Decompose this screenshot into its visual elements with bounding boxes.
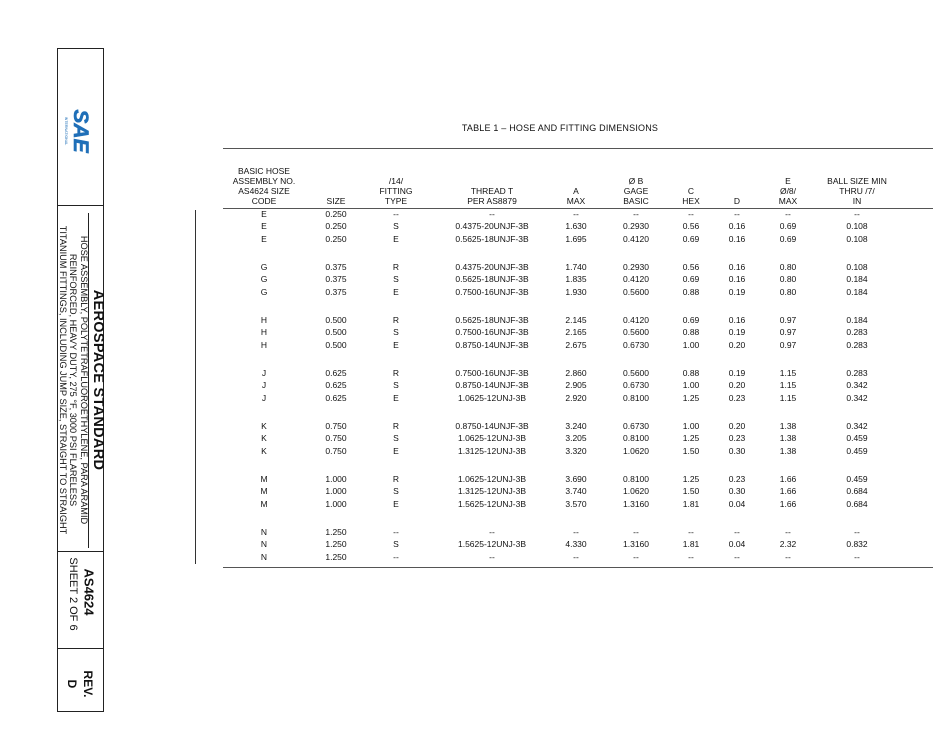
table-cell-thread: 0.8750-14UNJF-3B	[455, 380, 529, 391]
table-cell-d: 0.16	[728, 262, 746, 272]
table-cell-ball-size: 0.459	[846, 445, 868, 456]
header-line: HEX	[682, 196, 700, 206]
header-line: BALL SIZE MIN	[827, 176, 887, 186]
table-cell-e-max: 0.80	[779, 286, 797, 297]
table-cell-size: 1.000	[325, 486, 347, 497]
table-cell-size: 0.375	[325, 274, 347, 285]
table-cell-b-gage: 1.3160	[623, 498, 649, 509]
header-line: SIZE	[326, 196, 346, 206]
table-cell-fitting-type: R	[392, 368, 400, 378]
header-line: FITTING	[379, 186, 413, 196]
table-cell-thread: --	[489, 551, 495, 562]
column-header-a-max	[567, 186, 585, 206]
table-cell-a-max: 2.920	[565, 392, 587, 403]
table-cell-thread: 1.3125-12UNJ-3B	[457, 445, 527, 456]
header-line: PER AS8879	[467, 196, 517, 206]
table-cell-d: --	[734, 551, 740, 562]
table-cell-a-max: 2.145	[565, 315, 587, 325]
table-cell-thread: 0.5625-18UNJF-3B	[455, 233, 529, 244]
table-cell-fitting-type: S	[393, 433, 399, 444]
table-cell-fitting-type: E	[393, 445, 399, 456]
header-line: AS4624 SIZE	[238, 186, 290, 196]
table-cell-code: K	[261, 445, 267, 456]
table-cell-b-gage: 0.6730	[623, 380, 649, 391]
title-block-divider	[58, 551, 103, 552]
table-cell-d: 0.23	[728, 392, 746, 403]
header-line: E	[785, 176, 791, 186]
table-cell-a-max: --	[573, 551, 579, 562]
table-cell-e-max: 1.66	[779, 486, 797, 497]
table-cell-c-hex: 1.00	[682, 380, 700, 391]
table-cell-a-max: 3.320	[565, 445, 587, 456]
table-cell-thread: --	[489, 527, 495, 537]
table-cell-size: 1.000	[325, 474, 347, 484]
table-cell-d: 0.20	[728, 380, 746, 391]
table-cell-code: E	[261, 221, 267, 232]
table-cell-c-hex: 0.69	[682, 315, 700, 325]
table-cell-c-hex: 0.88	[682, 368, 700, 378]
table-cell-a-max: 3.240	[565, 421, 587, 431]
table-cell-b-gage: 0.2930	[623, 221, 649, 232]
table-cell-d: 0.23	[728, 474, 746, 484]
revision-change-bar	[195, 210, 196, 564]
table-cell-ball-size: 0.459	[846, 474, 868, 484]
table-cell-fitting-type: S	[393, 274, 399, 285]
title-block-divider	[58, 205, 103, 206]
table-cell-fitting-type: E	[393, 339, 399, 350]
table-cell-size: 1.250	[325, 527, 347, 537]
table-cell-c-hex: 0.56	[682, 221, 700, 232]
header-line: MAX	[566, 196, 586, 206]
document-number: AS4624	[81, 568, 97, 616]
table-cell-ball-size: 0.283	[846, 327, 868, 338]
table-cell-code: H	[260, 315, 268, 325]
table-cell-b-gage: 0.8100	[623, 433, 649, 444]
table-cell-thread: 0.8750-14UNJF-3B	[455, 421, 529, 431]
table-cell-code: H	[260, 339, 268, 350]
table-cell-thread: 0.5625-18UNJF-3B	[455, 315, 529, 325]
table-cell-fitting-type: --	[393, 527, 399, 537]
table-cell-e-max: 1.15	[779, 380, 797, 391]
table-cell-b-gage: 0.5600	[623, 368, 649, 378]
table-cell-e-max: --	[785, 209, 791, 219]
table-cell-thread: 1.5625-12UNJ-3B	[457, 539, 527, 550]
table-cell-thread: 0.4375-20UNJF-3B	[455, 221, 529, 232]
table-cell-e-max: 1.15	[779, 368, 797, 378]
header-line: /14/	[388, 176, 404, 186]
header-line: THREAD T	[470, 186, 514, 196]
table-cell-size: 0.625	[325, 392, 347, 403]
table-cell-code: E	[261, 209, 267, 219]
table-cell-thread: 0.4375-20UNJF-3B	[455, 262, 529, 272]
table-cell-c-hex: 1.25	[682, 433, 700, 444]
table-cell-e-max: 1.38	[779, 433, 797, 444]
table-cell-e-max: 0.97	[779, 315, 797, 325]
table-cell-e-max: --	[785, 527, 791, 537]
table-cell-d: 0.19	[728, 286, 746, 297]
table-cell-size: 0.500	[325, 315, 347, 325]
header-line: Ø/8/	[779, 186, 797, 196]
table-cell-d: 0.30	[728, 445, 746, 456]
table-cell-fitting-type: E	[393, 498, 399, 509]
table-cell-a-max: 1.930	[565, 286, 587, 297]
table-cell-fitting-type: S	[393, 221, 399, 232]
table-cell-ball-size: 0.459	[846, 433, 868, 444]
table-cell-e-max: 1.38	[779, 445, 797, 456]
table-cell-thread: 0.7500-16UNJF-3B	[455, 286, 529, 297]
table-cell-c-hex: --	[688, 209, 694, 219]
table-cell-ball-size: 0.342	[846, 392, 868, 403]
table-cell-code: N	[260, 551, 268, 562]
table-cell-code: N	[260, 539, 268, 550]
table-cell-a-max: 1.630	[565, 221, 587, 232]
table-cell-e-max: 1.15	[779, 392, 797, 403]
table-cell-ball-size: 0.108	[846, 233, 868, 244]
table-cell-ball-size: 0.342	[846, 380, 868, 391]
revision-value: D	[65, 679, 79, 689]
table-cell-c-hex: --	[688, 527, 694, 537]
description-line: REINFORCED, HEAVY DUTY, 275 °F, 3000 PSI FLARELESS	[68, 253, 79, 507]
title-block-divider	[58, 648, 103, 649]
standard-description	[57, 226, 89, 534]
table-cell-thread: 1.3125-12UNJ-3B	[457, 486, 527, 497]
table-cell-d: 0.16	[728, 233, 746, 244]
header-line: CODE	[251, 196, 277, 206]
table-cell-fitting-type: S	[393, 380, 399, 391]
table-cell-code: N	[260, 527, 268, 537]
table-cell-a-max: 3.570	[565, 498, 587, 509]
table-cell-b-gage: 0.5600	[623, 327, 649, 338]
table-cell-ball-size: 0.184	[846, 286, 868, 297]
column-header-d	[734, 196, 740, 206]
table-cell-c-hex: 1.81	[682, 539, 700, 550]
table-cell-fitting-type: --	[393, 209, 399, 219]
table-cell-a-max: 1.695	[565, 233, 587, 244]
column-header-c-hex	[682, 186, 699, 206]
table-cell-d: 0.04	[728, 539, 746, 550]
table-cell-size: 0.750	[325, 445, 347, 456]
table-cell-size: 0.375	[325, 262, 347, 272]
table-cell-size: 0.250	[325, 209, 347, 219]
header-line: GAGE	[623, 186, 649, 196]
table-cell-d: 0.19	[728, 327, 746, 338]
header-line: A	[573, 186, 579, 196]
table-cell-c-hex: 0.56	[682, 262, 700, 272]
table-cell-b-gage: 0.4120	[623, 315, 649, 325]
description-line: HOSE ASSEMBLY, POLYTETRAFLUOROETHYLENE, PARA ARAMID	[78, 235, 89, 525]
table-cell-fitting-type: R	[392, 315, 400, 325]
table-cell-b-gage: 0.6730	[623, 421, 649, 431]
table-cell-c-hex: 1.50	[682, 445, 700, 456]
table-cell-b-gage: 0.4120	[623, 233, 649, 244]
table-cell-code: J	[261, 392, 267, 403]
sheet-number: SHEET 2 OF 6	[67, 557, 79, 631]
table-cell-e-max: 0.80	[779, 262, 797, 272]
table-cell-b-gage: --	[633, 527, 639, 537]
table-cell-b-gage: 0.8100	[623, 392, 649, 403]
header-line: BASIC	[623, 196, 649, 206]
table-cell-e-max: 0.97	[779, 339, 797, 350]
table-cell-b-gage: 1.0620	[623, 486, 649, 497]
table-cell-c-hex: 0.88	[682, 286, 700, 297]
standard-heading: AEROSPACE STANDARD	[90, 289, 106, 471]
table-cell-c-hex: --	[688, 551, 694, 562]
table-cell-d: --	[734, 527, 740, 537]
table-cell-code: M	[260, 498, 268, 509]
table-cell-code: J	[261, 380, 267, 391]
table-cell-size: 0.250	[325, 221, 347, 232]
table-top-rule	[223, 148, 933, 149]
table-cell-code: H	[260, 327, 268, 338]
table-title: TABLE 1 – HOSE AND FITTING DIMENSIONS	[461, 123, 659, 133]
table-cell-fitting-type: E	[393, 286, 399, 297]
sae-logo-letters: SAE	[69, 109, 92, 153]
table-cell-b-gage: 0.4120	[623, 274, 649, 285]
table-cell-thread: 0.7500-16UNJF-3B	[455, 368, 529, 378]
table-cell-code: M	[260, 486, 268, 497]
table-cell-c-hex: 1.00	[682, 421, 700, 431]
table-cell-ball-size: 0.283	[846, 339, 868, 350]
table-cell-size: 1.250	[325, 539, 347, 550]
table-cell-ball-size: --	[854, 209, 860, 219]
table-cell-thread: 1.0625-12UNJ-3B	[457, 474, 527, 484]
table-cell-e-max: 0.69	[779, 233, 797, 244]
table-cell-ball-size: 0.283	[846, 368, 868, 378]
table-cell-thread: 0.5625-18UNJF-3B	[455, 274, 529, 285]
table-cell-d: 0.20	[728, 339, 746, 350]
table-cell-ball-size: 0.184	[846, 274, 868, 285]
table-cell-size: 0.250	[325, 233, 347, 244]
table-cell-code: K	[261, 433, 267, 444]
header-line: C	[687, 186, 695, 196]
table-cell-fitting-type: E	[393, 392, 399, 403]
table-cell-e-max: 1.66	[779, 498, 797, 509]
table-cell-fitting-type: E	[393, 233, 399, 244]
table-cell-d: 0.16	[728, 221, 746, 232]
table-cell-size: 0.750	[325, 433, 347, 444]
table-cell-c-hex: 1.00	[682, 339, 700, 350]
header-line: MAX	[778, 196, 798, 206]
table-cell-ball-size: --	[854, 527, 860, 537]
table-cell-d: 0.04	[728, 498, 746, 509]
description-line: TITANIUM FITTINGS, INCLUDING JUMP SIZE, STRAIGHT TO STRAIGHT	[57, 225, 68, 535]
table-cell-size: 0.750	[325, 421, 347, 431]
table-cell-size: 1.250	[325, 551, 347, 562]
table-cell-code: J	[261, 368, 267, 378]
table-cell-thread: 1.5625-12UNJ-3B	[457, 498, 527, 509]
header-line: THRU /7/	[839, 186, 875, 196]
column-header-b-gage	[623, 176, 649, 206]
table-cell-thread: 1.0625-12UNJ-3B	[457, 392, 527, 403]
table-cell-fitting-type: S	[393, 327, 399, 338]
table-cell-fitting-type: S	[393, 539, 399, 550]
column-header-fitting-type	[379, 176, 412, 206]
header-line: Ø B	[628, 176, 644, 186]
table-cell-a-max: 4.330	[565, 539, 587, 550]
table-cell-ball-size: 0.108	[846, 221, 868, 232]
revision-label: REV.	[81, 670, 95, 698]
table-cell-ball-size: 0.108	[846, 262, 868, 272]
table-cell-code: G	[260, 286, 268, 297]
table-cell-fitting-type: --	[393, 551, 399, 562]
table-cell-a-max: 2.675	[565, 339, 587, 350]
table-cell-e-max: --	[785, 551, 791, 562]
sae-logo-subtext: INTERNATIONAL	[64, 116, 68, 146]
table-cell-a-max: 3.690	[565, 474, 587, 484]
table-cell-b-gage: --	[633, 551, 639, 562]
table-cell-fitting-type: R	[392, 262, 400, 272]
table-cell-code: M	[260, 474, 268, 484]
table-cell-b-gage: 1.0620	[623, 445, 649, 456]
table-cell-d: 0.30	[728, 486, 746, 497]
table-cell-a-max: 1.835	[565, 274, 587, 285]
column-header-size	[327, 196, 346, 206]
table-cell-size: 0.625	[325, 368, 347, 378]
header-line: BASIC HOSE	[238, 166, 290, 176]
table-cell-size: 0.375	[325, 286, 347, 297]
table-cell-code: E	[261, 233, 267, 244]
table-cell-c-hex: 1.25	[682, 474, 700, 484]
table-cell-a-max: 3.740	[565, 486, 587, 497]
table-cell-b-gage: 0.8100	[623, 474, 649, 484]
table-cell-b-gage: --	[633, 209, 639, 219]
column-header-e-max	[779, 176, 797, 206]
table-cell-ball-size: 0.184	[846, 315, 868, 325]
table-cell-b-gage: 0.2930	[623, 262, 649, 272]
table-cell-size: 0.500	[325, 339, 347, 350]
header-line: IN	[852, 196, 862, 206]
table-cell-fitting-type: R	[392, 474, 400, 484]
table-cell-d: 0.16	[728, 274, 746, 285]
table-cell-c-hex: 0.69	[682, 233, 700, 244]
table-cell-thread: 0.8750-14UNJF-3B	[455, 339, 529, 350]
table-cell-b-gage: 0.5600	[623, 286, 649, 297]
table-cell-c-hex: 1.81	[682, 498, 700, 509]
table-cell-e-max: 2.32	[779, 539, 797, 550]
header-line: TYPE	[384, 196, 408, 206]
table-cell-thread: 0.7500-16UNJF-3B	[455, 327, 529, 338]
table-cell-e-max: 1.38	[779, 421, 797, 431]
table-cell-size: 0.625	[325, 380, 347, 391]
table-cell-code: G	[260, 262, 268, 272]
table-cell-size: 1.000	[325, 498, 347, 509]
header-line: D	[733, 196, 741, 206]
table-cell-a-max: 2.905	[565, 380, 587, 391]
table-cell-fitting-type: R	[392, 421, 400, 431]
table-cell-ball-size: --	[854, 551, 860, 562]
table-cell-size: 0.500	[325, 327, 347, 338]
table-cell-c-hex: 0.88	[682, 327, 700, 338]
table-cell-a-max: 3.205	[565, 433, 587, 444]
table-cell-b-gage: 0.6730	[623, 339, 649, 350]
table-cell-ball-size: 0.832	[846, 539, 868, 550]
table-cell-d: 0.20	[728, 421, 746, 431]
table-cell-a-max: 2.860	[565, 368, 587, 378]
table-cell-d: 0.19	[728, 368, 746, 378]
table-cell-e-max: 0.69	[779, 221, 797, 232]
column-header-code	[233, 166, 296, 206]
column-header-thread	[467, 186, 517, 206]
table-cell-code: G	[260, 274, 268, 285]
table-cell-e-max: 1.66	[779, 474, 797, 484]
table-cell-b-gage: 1.3160	[623, 539, 649, 550]
table-cell-d: 0.23	[728, 433, 746, 444]
sae-logo	[62, 103, 100, 159]
table-cell-e-max: 0.97	[779, 327, 797, 338]
table-cell-a-max: 1.740	[565, 262, 587, 272]
table-cell-a-max: --	[573, 527, 579, 537]
table-cell-a-max: 2.165	[565, 327, 587, 338]
table-cell-ball-size: 0.342	[846, 421, 868, 431]
table-cell-d: --	[734, 209, 740, 219]
table-cell-thread: 1.0625-12UNJ-3B	[457, 433, 527, 444]
table-cell-a-max: --	[573, 209, 579, 219]
table-cell-e-max: 0.80	[779, 274, 797, 285]
table-cell-c-hex: 1.25	[682, 392, 700, 403]
table-bottom-rule	[223, 567, 933, 568]
table-cell-code: K	[261, 421, 267, 431]
table-cell-d: 0.16	[728, 315, 746, 325]
header-line: ASSEMBLY NO.	[232, 176, 296, 186]
table-cell-c-hex: 0.69	[682, 274, 700, 285]
table-cell-ball-size: 0.684	[846, 486, 868, 497]
table-cell-ball-size: 0.684	[846, 498, 868, 509]
table-cell-fitting-type: S	[393, 486, 399, 497]
column-header-ball-size	[827, 176, 887, 206]
table-cell-thread: --	[489, 209, 495, 219]
table-cell-c-hex: 1.50	[682, 486, 700, 497]
